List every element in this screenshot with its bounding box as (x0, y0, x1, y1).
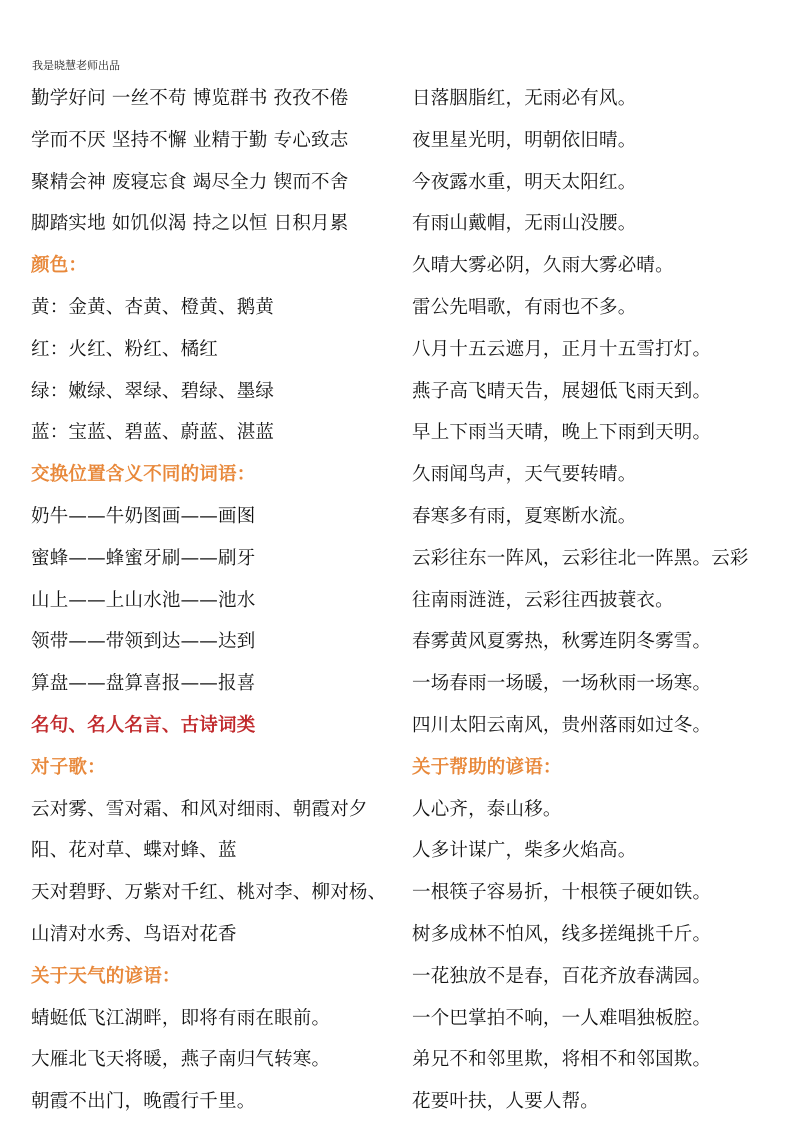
weather-proverb-line: 蜻蜓低飞江湖畔，即将有雨在眼前。 (31, 1007, 331, 1029)
section-heading-weather-proverbs: 关于天气的谚语： (31, 965, 181, 987)
help-proverb-line: 人多计谋广，柴多火焰高。 (412, 840, 637, 862)
help-proverb-line: 一根筷子容易折，十根筷子硬如铁。 (412, 882, 712, 904)
color-line-red: 红：火红、粉红、橘红 (31, 338, 219, 360)
swap-word-line: 奶牛——牛奶图画——画图 (31, 505, 256, 527)
help-proverb-line: 一个巴掌拍不响，一人难唱独板腔。 (412, 1007, 712, 1029)
page-header: 我是晓慧老师出品 (32, 59, 120, 72)
weather-proverb-line: 春寒多有雨，夏寒断水流。 (412, 505, 637, 527)
help-proverb-line: 人心齐，泰山移。 (412, 798, 562, 820)
help-proverb-line: 弟兄不和邻里欺，将相不和邻国欺。 (412, 1049, 712, 1071)
help-proverb-line: 一花独放不是春，百花齐放春满园。 (412, 965, 712, 987)
section-heading-quotes: 名句、名人名言、古诗词类 (31, 714, 256, 736)
color-line-yellow: 黄：金黄、杏黄、橙黄、鹅黄 (31, 296, 275, 318)
section-heading-colors: 颜色： (31, 255, 88, 277)
weather-proverb-line: 久雨闻鸟声，天气要转晴。 (412, 464, 637, 486)
help-proverb-line: 树多成林不怕风，线多搓绳挑千斤。 (412, 923, 712, 945)
weather-proverb-line: 早上下雨当天晴，晚上下雨到天明。 (412, 422, 712, 444)
color-line-blue: 蓝：宝蓝、碧蓝、蔚蓝、湛蓝 (31, 422, 275, 444)
left-column (31, 78, 401, 1123)
weather-proverb-line: 往南雨涟涟，云彩往西披蓑衣。 (412, 589, 674, 611)
weather-proverb-line: 燕子高飞晴天告，展翅低飞雨天到。 (412, 380, 712, 402)
swap-word-line: 蜜蜂——蜂蜜牙刷——刷牙 (31, 547, 256, 569)
weather-proverb-line: 日落胭脂红，无雨必有风。 (412, 88, 637, 109)
weather-proverb-line: 一场春雨一场暖，一场秋雨一场寒。 (412, 673, 712, 695)
weather-proverb-line: 有雨山戴帽，无雨山没腰。 (412, 213, 637, 235)
idiom-line: 脚踏实地 如饥似渴 持之以恒 日积月累 (31, 213, 349, 235)
right-column (412, 78, 772, 1123)
section-heading-swap-words: 交换位置含义不同的词语： (31, 464, 256, 486)
weather-proverb-line: 久晴大雾必阴，久雨大雾必晴。 (412, 255, 674, 277)
weather-proverb-line: 朝霞不出门，晚霞行千里。 (31, 1091, 256, 1113)
weather-proverb-line: 雷公先唱歌，有雨也不多。 (412, 296, 637, 318)
color-line-green: 绿：嫩绿、翠绿、碧绿、墨绿 (31, 380, 275, 402)
weather-proverb-line: 云彩往东一阵风，云彩往北一阵黑。云彩 (412, 547, 749, 569)
couplet-line: 云对雾、雪对霜、和风对细雨、朝霞对夕 (31, 798, 368, 820)
swap-word-line: 山上——上山水池——池水 (31, 589, 256, 611)
idiom-line: 学而不厌 坚持不懈 业精于勤 专心致志 (31, 129, 349, 151)
swap-word-line: 算盘——盘算喜报——报喜 (31, 673, 256, 695)
couplet-line: 天对碧野、万紫对千红、桃对李、柳对杨、 (31, 882, 387, 904)
idiom-line: 勤学好问 一丝不苟 博览群书 孜孜不倦 (31, 88, 349, 109)
weather-proverb-line: 八月十五云遮月，正月十五雪打灯。 (412, 338, 712, 360)
section-heading-help-proverbs: 关于帮助的谚语： (412, 756, 562, 778)
section-heading-couplet-song: 对子歌： (31, 756, 106, 778)
swap-word-line: 领带——带领到达——达到 (31, 631, 256, 653)
weather-proverb-line: 春雾黄风夏雾热，秋雾连阴冬雾雪。 (412, 631, 712, 653)
weather-proverb-line: 四川太阳云南风，贵州落雨如过冬。 (412, 714, 712, 736)
weather-proverb-line: 大雁北飞天将暖，燕子南归气转寒。 (31, 1049, 331, 1071)
idiom-line: 聚精会神 废寝忘食 竭尽全力 锲而不舍 (31, 171, 349, 193)
weather-proverb-line: 今夜露水重，明天太阳红。 (412, 171, 637, 193)
help-proverb-line: 花要叶扶，人要人帮。 (412, 1091, 600, 1113)
weather-proverb-line: 夜里星光明，明朝依旧晴。 (412, 129, 637, 151)
couplet-line: 山清对水秀、鸟语对花香 (31, 923, 237, 945)
couplet-line: 阳、花对草、蝶对蜂、蓝 (31, 840, 237, 862)
